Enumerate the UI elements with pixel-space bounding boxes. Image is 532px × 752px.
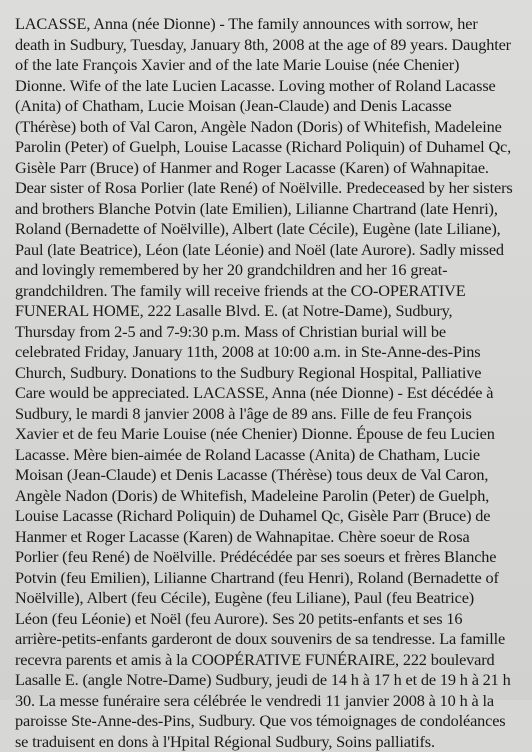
obituary-line: Parolin (Peter) of Guelph, Louise Lacasse (Richard Poliquin) of Duhamel Qc, [15,137,522,158]
obituary-line: 30. La messe funéraire sera célébrée le vendredi 11 janvier 2008 à 10 h à la [15,691,522,712]
obituary-line: Léon (feu Léonie) et Noël (feu Aurore). Ses 20 petits-enfants et ses 16 [15,609,522,630]
obituary-line: Care would be appreciated. LACASSE, Anna (née Dionne) - Est décédée à [15,383,522,404]
obituary-line: Roland (Bernadette of Noëlville), Albert (late Cécile), Eugène (late Liliane), [15,219,522,240]
obituary-line: Lacasse. Mère bien-aimée de Roland Lacasse (Anita) de Chatham, Lucie [15,445,522,466]
obituary-line: se traduisent en dons à l'Hpital Régional Sudbury, Soins palliatifs. [15,732,522,752]
obituary-line: Sudbury, le mardi 8 janvier 2008 à l'âge de 89 ans. Fille de feu François [15,404,522,425]
obituary-line: Hanmer et Roger Lacasse (Karen) de Wahnapitae. Chère soeur de Rosa [15,527,522,548]
obituary-line: Dear sister of Rosa Porlier (late René) of Noëlville. Predeceased by her sisters [15,178,522,199]
obituary-line: of the late François Xavier and of the late Marie Louise (née Chenier) [15,55,522,76]
obituary-line: recevra parents et amis à la COOPÉRATIVE FUNÉRAIRE, 222 boulevard [15,650,522,671]
obituary-line: Thursday from 2-5 and 7-9:30 p.m. Mass of Christian burial will be [15,322,522,343]
obituary-line: LACASSE, Anna (née Dionne) - The family announces with sorrow, her [15,14,522,35]
obituary-line: Lasalle E. (angle Notre-Dame) Sudbury, jeudi de 14 h à 17 h et de 19 h à 21 h [15,670,522,691]
obituary-line: grandchildren. The family will receive friends at the CO-OPERATIVE [15,281,522,302]
obituary-line: (Thérèse) both of Val Caron, Angèle Nadon (Doris) of Whitefish, Madeleine [15,117,522,138]
obituary-line: Moisan (Jean-Claude) et Denis Lacasse (Thérèse) tous deux de Val Caron, [15,465,522,486]
obituary-line: paroisse Ste-Anne-des-Pins, Sudbury. Que vos témoignages de condoléances [15,711,522,732]
obituary-line: Porlier (feu René) de Noëlville. Prédécédée par ses soeurs et frères Blanche [15,547,522,568]
obituary-line: Louise Lacasse (Richard Poliquin) de Duhamel Qc, Gisèle Parr (Bruce) de [15,506,522,527]
obituary-line: Gisèle Parr (Bruce) of Hanmer and Roger Lacasse (Karen) of Wahnapitae. [15,158,522,179]
obituary-line: and lovingly remembered by her 20 grandchildren and her 16 great- [15,260,522,281]
obituary-line: Noëlville), Albert (feu Cécile), Eugène (feu Liliane), Paul (feu Beatrice) [15,588,522,609]
obituary-line: and brothers Blanche Potvin (late Emilien), Lilianne Chartrand (late Henri), [15,199,522,220]
obituary-line: FUNERAL HOME, 222 Lasalle Blvd. E. (at Notre-Dame), Sudbury, [15,301,522,322]
obituary-line: arrière-petits-enfants garderont de doux souvenirs de sa tendresse. La famille [15,629,522,650]
obituary-line: Church, Sudbury. Donations to the Sudbury Regional Hospital, Palliative [15,363,522,384]
obituary-line: death in Sudbury, Tuesday, January 8th, 2008 at the age of 89 years. Daughter [15,35,522,56]
obituary-line: (Anita) of Chatham, Lucie Moisan (Jean-Claude) and Denis Lacasse [15,96,522,117]
obituary-line: Dionne. Wife of the late Lucien Lacasse. Loving mother of Roland Lacasse [15,76,522,97]
obituary-line: Xavier et de feu Marie Louise (née Chenier) Dionne. Épouse de feu Lucien [15,424,522,445]
obituary-line: Potvin (feu Emilien), Lilianne Chartrand (feu Henri), Roland (Bernadette of [15,568,522,589]
obituary-line: celebrated Friday, January 11th, 2008 at 10:00 a.m. in Ste-Anne-des-Pins [15,342,522,363]
obituary-line: Angèle Nadon (Doris) de Whitefish, Madeleine Parolin (Peter) de Guelph, [15,486,522,507]
obituary-line: Paul (late Beatrice), Léon (late Léonie) and Noël (late Aurore). Sadly missed [15,240,522,261]
